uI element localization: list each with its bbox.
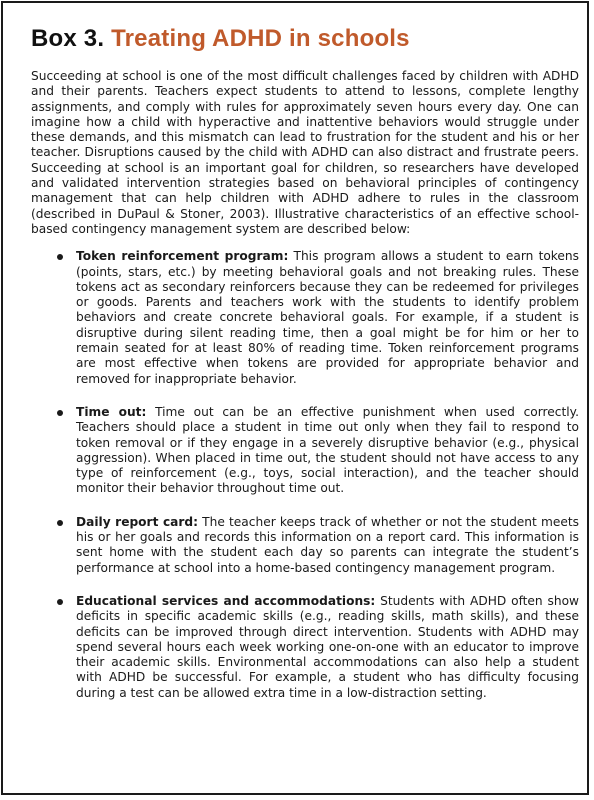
box-content <box>31 69 579 719</box>
list-item-educational-services <box>31 594 579 701</box>
bullet-dot-icon <box>57 599 63 605</box>
box-topic: Treating ADHD in schools <box>111 25 410 52</box>
list-item-term: Daily report card: <box>76 514 198 529</box>
list-item-term: Time out: <box>76 404 147 419</box>
list-item-text: Students with ADHD often show deficits in specific academic skills (e.g., reading skills, math skills), and these deficits can be improved through direct intervention. Students with ADHD may spend several hours each week working one-on-one with an educator to improve their academic skills. Environmental accommodations can also help a student with ADHD be successful. For example, a student who has difficulty focusing during a test can be allowed extra time in a low-distraction setting. <box>76 593 580 700</box>
bullet-dot-icon <box>57 520 63 526</box>
list-item-text: Time out can be an effective punishment when used correctly. Teachers should place a student in time out only when they fail to respond to token removal or if they engage in a severely disruptive behavior (e.g., physical aggression). When placed in time out, the student should not have access to any type of reinforcement (e.g., toys, social interaction), and the teacher should monitor their behavior throughout time out. <box>76 404 579 496</box>
list-item-text: This program allows a student to earn tokens (points, stars, etc.) by meeting behavioral goals and not breaking rules. These tokens act as secondary reinforcers because they can be redeemed for privileges or goods. Parents and teachers work with the students to identify problem behaviors and create concrete behavioral goals. For example, if a student is disruptive during silent reading time, then a goal might be for him or her to remain seated for at least 80% of reading time. Token reinforcement programs are most effective when tokens are provided for appropriate behavior and removed for inappropriate behavior. <box>76 249 579 386</box>
list-item-daily-report-card <box>31 515 579 576</box>
list-item-text: The teacher keeps track of whether or not the student meets his or her goals and records this information on a report card. This information is sent home with the student each day so parents can integrate the student’s performance at school into a home-based contingency management program. <box>76 514 579 575</box>
bullet-dot-icon <box>57 410 63 416</box>
intro-paragraph: Succeeding at school is one of the most difficult challenges faced by children with ADHD and their parents. Teachers expect students to attend to lessons, complete lengthy assignments, and comply with rules for approximately seven hours every day. One can imagine how a child with hyperactive and inattentive behaviors would struggle under these demands, and this mismatch can lead to frustration for the student and his or her teacher. Disruptions caused by the child with ADHD can also distract and frustrate peers. Succeeding at school is an important goal for children, so researchers have developed and validated intervention strategies based on behavioral principles of contingency management that can help children with ADHD adhere to rules in the classroom (described in DuPaul & Stoner, 2003). Illustrative characteristics of an effective school-based contingency management system are described below: <box>31 69 579 236</box>
box-title <box>31 23 410 55</box>
list-item-term: Token reinforcement program: <box>76 249 289 264</box>
list-item-time-out <box>31 405 579 497</box>
box-label: Box 3. <box>31 25 105 52</box>
bullet-dot-icon <box>57 254 63 260</box>
list-item-term: Educational services and accommodations: <box>76 593 376 608</box>
list-item-token-reinforcement <box>31 249 579 387</box>
box-3-panel <box>1 1 589 795</box>
strategy-list <box>31 249 579 701</box>
